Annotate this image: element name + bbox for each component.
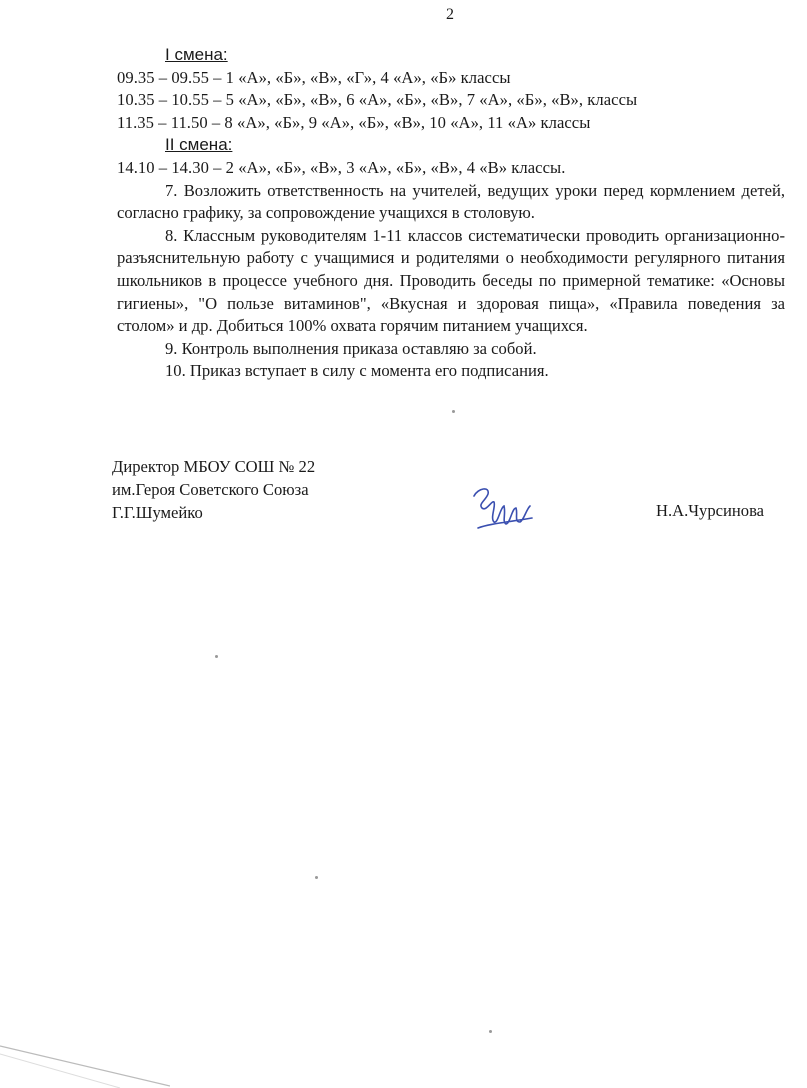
paragraph-7: 7. Возложить ответственность на учителей, ведущих уроки перед кормлением детей, согласно графику, за сопровождение учащихся в столовую. bbox=[117, 180, 785, 223]
shift-1-line-2: 10.35 – 10.55 – 5 «А», «Б», «В», 6 «А», «Б», «В», 7 «А», «Б», «В», классы bbox=[117, 90, 638, 110]
shift-1-line-3: 11.35 – 11.50 – 8 «А», «Б», 9 «А», «Б», «В», 10 «А», 11 «А» классы bbox=[117, 112, 591, 132]
scan-speck bbox=[489, 1030, 492, 1033]
director-title-line-2: им.Героя Советского Союза bbox=[112, 480, 309, 499]
director-title-line-3: Г.Г.Шумейко bbox=[112, 503, 203, 522]
shift-1-heading: I смена: bbox=[165, 45, 228, 64]
document-body bbox=[117, 44, 785, 383]
scan-speck bbox=[215, 655, 218, 658]
paragraph-10: 10. Приказ вступает в силу с момента его подписания. bbox=[165, 361, 549, 381]
director-name: Н.А.Чурсинова bbox=[656, 501, 765, 520]
shift-2-line-1: 14.10 – 14.30 – 2 «А», «Б», «В», 3 «А», «Б», «В», 4 «В» классы. bbox=[117, 157, 566, 177]
shift-1-line-1: 09.35 – 09.55 – 1 «А», «Б», «В», «Г», 4 «А», «Б» классы bbox=[117, 67, 511, 87]
scan-speck bbox=[315, 876, 318, 879]
director-title-line-1: Директор МБОУ СОШ № 22 bbox=[112, 457, 316, 476]
handwritten-signature bbox=[468, 478, 538, 536]
page-number: 2 bbox=[446, 6, 454, 23]
paragraph-8: 8. Классным руководителям 1-11 классов систематически проводить организационно-разъяснительную работу с учащимися и родителями о необходимости регулярного питания школьников в процессе учебного дня. Проводить беседы по примерной тематике: «Основы гигиены», "О пользе витаминов", «Вкусная и здоровая пища», «Правила поведения за столом» и др. Добиться 100% охвата горячим питанием учащихся. bbox=[117, 225, 785, 336]
scan-edge-shadow bbox=[0, 1040, 170, 1088]
paragraph-9: 9. Контроль выполнения приказа оставляю за собой. bbox=[165, 338, 537, 358]
shift-2-heading: II смена: bbox=[165, 135, 233, 155]
signature-block bbox=[112, 455, 315, 524]
scan-speck bbox=[452, 410, 455, 413]
